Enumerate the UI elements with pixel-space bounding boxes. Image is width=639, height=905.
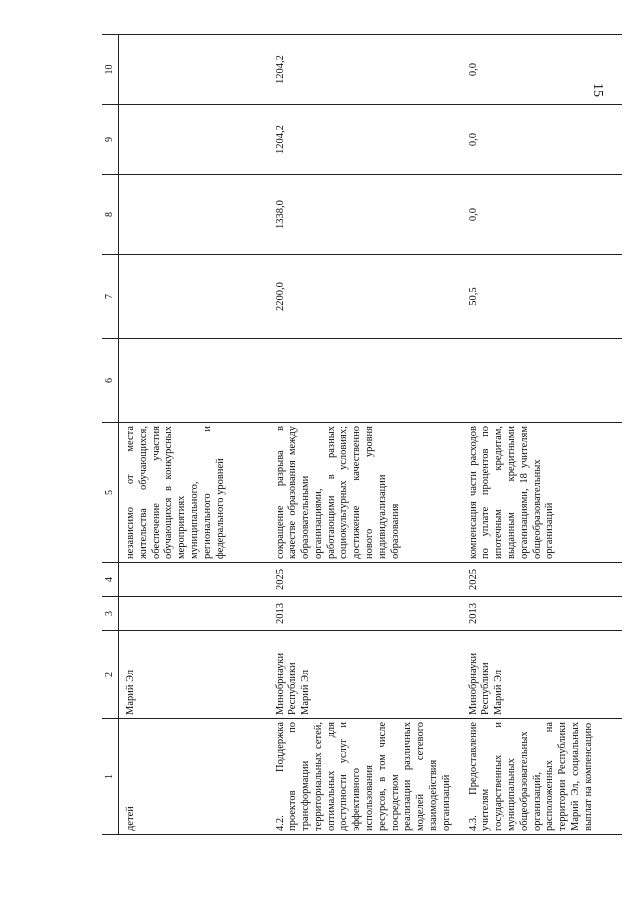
- value-cell-7: 2200,0: [269, 255, 462, 339]
- activity-name-cell: детей: [119, 719, 269, 835]
- value-cell-8: 1338,0: [269, 175, 462, 255]
- table-row: [462, 35, 622, 835]
- page-number: 15: [590, 83, 605, 97]
- value-cell-9: [119, 105, 269, 175]
- value-cell-10: [119, 35, 269, 105]
- column-header: 8: [102, 175, 119, 255]
- column-header: 5: [102, 423, 119, 563]
- column-header: 7: [102, 255, 119, 339]
- end-year-cell: 2025: [269, 563, 462, 597]
- column-header: 3: [102, 597, 119, 631]
- start-year-cell: [119, 597, 269, 631]
- activity-name-cell: 4.2. Поддержка проектов по трансформации территориальных сетей, оптимальных для доступности услуг и эффективного использования ресурсов, в том числе посредством реализации различных моделей сетевого взаимодействия организаций: [269, 719, 462, 835]
- value-cell-8: [119, 175, 269, 255]
- end-year-cell: 2025: [462, 563, 622, 597]
- expected-result-cell: компенсация части расходов по уплате процентов по ипотечным кредитам, выданным кредитными организациями, 18 учителям общеобразовательных организаций: [462, 423, 622, 563]
- column-header: 1: [102, 719, 119, 835]
- column-number-row: [102, 35, 119, 835]
- column-header: 2: [102, 631, 119, 719]
- value-cell-10: 1204,2: [269, 35, 462, 105]
- value-cell-7: [119, 255, 269, 339]
- executor-cell: Марий Эл: [119, 631, 269, 719]
- expected-result-cell: независимо от места жительства обучающихся, обеспечение участия обучающихся в конкурсных мероприятиях муниципального, регионального и федерального уровней: [119, 423, 269, 563]
- executor-cell: Минобрнауки Республики Марий Эл: [462, 631, 622, 719]
- value-cell-6: [119, 339, 269, 423]
- value-cell-7: 50,5: [462, 255, 622, 339]
- program-activities-table: [102, 34, 622, 835]
- value-cell-6: [269, 339, 462, 423]
- end-year-cell: [119, 563, 269, 597]
- column-header: 10: [102, 35, 119, 105]
- value-cell-10: 0,0: [462, 35, 622, 105]
- column-header: 6: [102, 339, 119, 423]
- executor-cell: Минобрнауки Республики Марий Эл: [269, 631, 462, 719]
- column-header: 4: [102, 563, 119, 597]
- start-year-cell: 2013: [462, 597, 622, 631]
- value-cell-8: 0,0: [462, 175, 622, 255]
- expected-result-cell: сокращение разрыва в качестве образования между образовательными организациями, работающими в разных социокультурных условиях; достижение качественно нового уровня индивидуализации образования: [269, 423, 462, 563]
- table-row: [119, 35, 269, 835]
- value-cell-9: 1204,2: [269, 105, 462, 175]
- value-cell-6: [462, 339, 622, 423]
- rotated-table-sheet: [102, 35, 618, 835]
- column-header: 9: [102, 105, 119, 175]
- activity-name-cell: 4.3. Предоставление учителям государственных и муниципальных общеобразовательных организаций, расположенных на территории Республики Марий Эл, социальных выплат на компенсацию: [462, 719, 622, 835]
- start-year-cell: 2013: [269, 597, 462, 631]
- table-row: [269, 35, 462, 835]
- value-cell-9: 0,0: [462, 105, 622, 175]
